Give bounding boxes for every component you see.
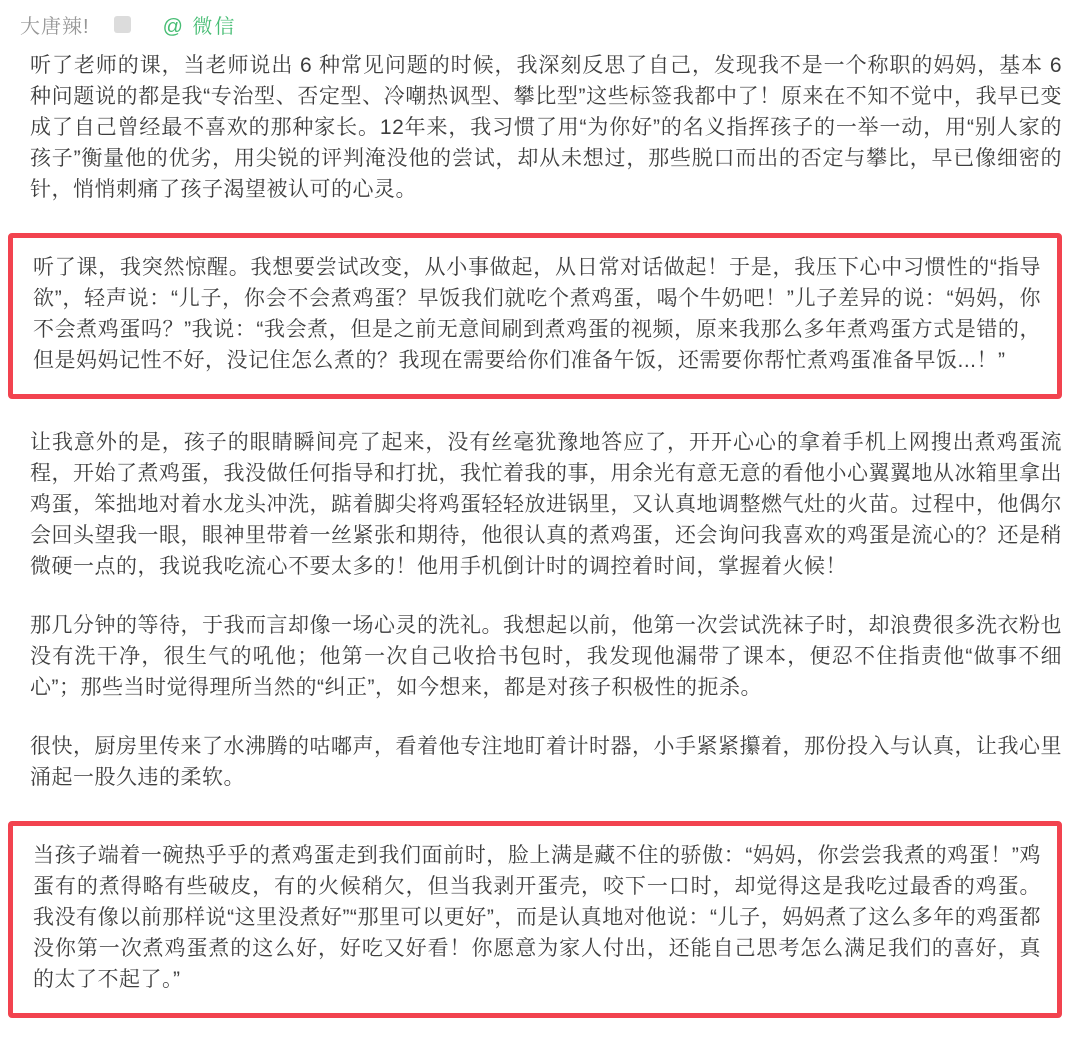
paragraph-child-cooking: 让我意外的是，孩子的眼睛瞬间亮了起来，没有丝毫犹豫地答应了，开开心心的拿着手机上网搜出煮鸡蛋流程，开始了煮鸡蛋，我没做任何指导和打扰，我忙着我的事，用余光有意无意的看他小心翼翼地从冰箱里拿出鸡蛋，笨拙地对着水龙头冲洗，踮着脚尖将鸡蛋轻轻放进锅里，又认真地调整燃气灶的火苗。过程中，他偶尔会回头望我一眼，眼神里带着一丝紧张和期待，他很认真的煮鸡蛋，还会询问我喜欢的鸡蛋是流心的？还是稍微硬一点的，我说我吃流心不要太多的！他用手机倒计时的调控着时间，掌握着火候！ — [30, 431, 1062, 578]
post-header — [0, 10, 1080, 38]
wechat-mention-link[interactable]: @ 微信 — [162, 15, 237, 38]
emoji-placeholder-icon — [114, 16, 131, 33]
paragraph-reflection: 听了老师的课，当老师说出 6 种常见问题的时候，我深刻反思了自己，发现我不是一个称职的妈妈，基本 6 种问题说的都是我“专治型、否定型、冷嘲热讽型、攀比型”这些标签我都中了！原来在不知不觉中，我早已变成了自己曾经最不喜欢的那种家长。12年来，我习惯了用“为你好”的名义指挥孩子的一举一动，用“别人家的孩子”衡量他的优劣，用尖锐的评判淹没他的尝试，却从未想过，那些脱口而出的否定与攀比，早已像细密的针，悄悄刺痛了孩子渴望被认可的心灵。 — [30, 54, 1062, 201]
paragraph-highlighted-change: 听了课，我突然惊醒。我想要尝试改变，从小事做起，从日常对话做起！于是，我压下心中习惯性的“指导欲”，轻声说：“儿子，你会不会煮鸡蛋？早饭我们就吃个煮鸡蛋，喝个牛奶吧！”儿子差异的说：“妈妈，你不会煮鸡蛋吗？”我说：“我会煮，但是之前无意间刷到煮鸡蛋的视频，原来我那么多年煮鸡蛋方式是错的，但是妈妈记性不好，没记住怎么煮的？我现在需要给你们准备午饭，还需要你帮忙煮鸡蛋准备早饭...！” — [33, 256, 1041, 372]
account-name[interactable]: 大唐辣! — [20, 15, 90, 38]
paragraph-kitchen-sound: 很快，厨房里传来了水沸腾的咕嘟声，看着他专注地盯着计时器，小手紧紧攥着，那份投入与认真，让我心里涌起一股久违的柔软。 — [30, 735, 1062, 789]
highlight-box-2 — [8, 821, 1062, 1018]
paragraph-highlighted-praise: 当孩子端着一碗热乎乎的煮鸡蛋走到我们面前时，脸上满是藏不住的骄傲：“妈妈，你尝尝我煮的鸡蛋！”鸡蛋有的煮得略有些破皮，有的火候稍欠，但当我剥开蛋壳，咬下一口时，却觉得这是我吃过最香的鸡蛋。我没有像以前那样说“这里没煮好”“那里可以更好”，而是认真地对他说：“儿子，妈妈煮了这么多年的鸡蛋都没你第一次煮鸡蛋煮的这么好，好吃又好看！你愿意为家人付出，还能自己思考怎么满足我们的喜好，真的太了不起了。” — [33, 844, 1041, 991]
paragraph-waiting-thoughts: 那几分钟的等待，于我而言却像一场心灵的洗礼。我想起以前，他第一次尝试洗袜子时，却浪费很多洗衣粉也没有洗干净，很生气的吼他；他第一次自己收拾书包时，我发现他漏带了课本，便忍不住指责他“做事不细心”；那些当时觉得理所当然的“纠正”，如今想来，都是对孩子积极性的扼杀。 — [30, 614, 1062, 699]
article-body — [0, 50, 1080, 1060]
highlight-box-1 — [8, 233, 1062, 399]
